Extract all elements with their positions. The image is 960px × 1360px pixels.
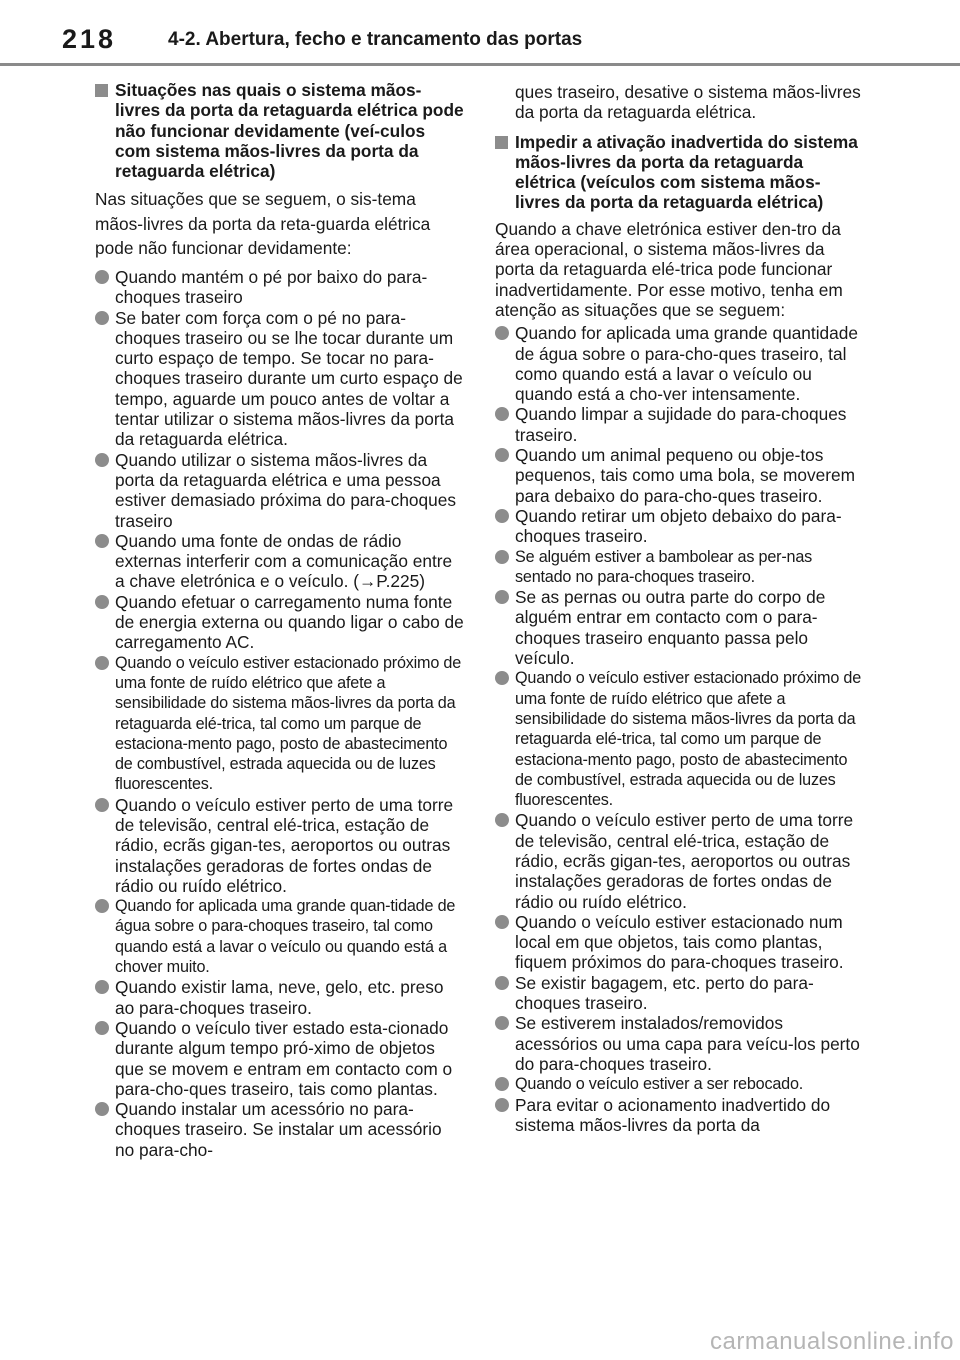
circle-bullet-icon — [495, 976, 509, 990]
circle-bullet-icon — [495, 590, 509, 604]
list-item: Quando o veículo estiver a ser rebocado. — [495, 1074, 865, 1094]
left-column — [95, 80, 465, 1160]
section-heading-left — [95, 80, 465, 181]
circle-bullet-icon — [495, 509, 509, 523]
circle-bullet-icon — [495, 1016, 509, 1030]
circle-bullet-icon — [495, 326, 509, 340]
list-item: Para evitar o acionamento inadvertido do sistema mãos-livres da porta da — [495, 1095, 865, 1136]
list-item: Quando limpar a sujidade do para-choques traseiro. — [495, 404, 865, 445]
list-item: Quando o veículo tiver estado esta-cionado durante algum tempo pró-ximo de objetos que se movem e entram em contacto com o para-cho-ques traseiro, tais como plantas. — [95, 1018, 465, 1099]
watermark: carmanualsonline.info — [710, 1328, 954, 1355]
list-item: Quando instalar um acessório no para-choques traseiro. Se instalar um acessório no para-cho- — [95, 1099, 465, 1160]
circle-bullet-icon — [495, 407, 509, 421]
circle-bullet-icon — [495, 1077, 509, 1091]
bullet-list-left — [95, 267, 465, 1160]
list-item: Quando um animal pequeno ou obje-tos pequenos, tais como uma bola, se moverem para debaixo do para-cho-ques traseiro. — [495, 445, 865, 506]
circle-bullet-icon — [95, 270, 109, 284]
circle-bullet-icon — [95, 311, 109, 325]
list-item: Quando uma fonte de ondas de rádio externas interferir com a comunicação entre a chave eletrónica e o veículo. (→P.225) — [95, 531, 465, 592]
circle-bullet-icon — [495, 448, 509, 462]
circle-bullet-icon — [95, 899, 109, 913]
list-item: Se bater com força com o pé no para-choques traseiro ou se lhe tocar durante um curto espaço de tempo. Se tocar no para-choques traseiro durante um curto espaço de tempo, aguarde um pouco antes de voltar a tentar utilizar o sistema mãos-livres da porta da retaguarda elétrica. — [95, 308, 465, 450]
section-heading-right — [495, 132, 865, 213]
continuation-text: ques traseiro, desative o sistema mãos-livres da porta da retaguarda elétrica. — [515, 82, 861, 123]
list-item: Quando o veículo estiver estacionado próximo de uma fonte de ruído elétrico que afete a sensibilidade do sistema mãos-livres da porta da retaguarda elé-trica, tal como um parque de estaciona-mento pago, posto de abastecimento de combustível, estrada aquecida ou de luzes fluorescentes. — [495, 668, 865, 810]
circle-bullet-icon — [95, 595, 109, 609]
circle-bullet-icon — [95, 534, 109, 548]
square-bullet-icon — [95, 84, 108, 97]
list-item: Quando existir lama, neve, gelo, etc. preso ao para-choques traseiro. — [95, 977, 465, 1018]
list-item: Se existir bagagem, etc. perto do para-choques traseiro. — [495, 973, 865, 1014]
circle-bullet-icon — [95, 1102, 109, 1116]
circle-bullet-icon — [95, 980, 109, 994]
page-number: 218 — [62, 24, 117, 54]
circle-bullet-icon — [495, 813, 509, 827]
list-item: Quando efetuar o carregamento numa fonte de energia externa ou quando ligar o cabo de carregamento AC. — [95, 592, 465, 653]
list-item: Quando o veículo estiver perto de uma torre de televisão, central elé-trica, estação de rádio, ecrãs gigan-tes, aeroportos ou outras instalações geradoras de fortes ondas de rádio ou ruído elétrico. — [495, 810, 865, 911]
circle-bullet-icon — [495, 915, 509, 929]
section-title: 4-2. Abertura, fecho e trancamento das portas — [168, 29, 583, 50]
list-item: Quando mantém o pé por baixo do para-choques traseiro — [95, 267, 465, 308]
list-item: Se estiverem instalados/removidos acessórios ou uma capa para veícu-los perto do para-choques traseiro. — [495, 1013, 865, 1074]
circle-bullet-icon — [495, 671, 509, 685]
heading-text: Impedir a ativação inadvertida do sistema mãos-livres da porta da retaguarda elétrica (veículos com sistema mãos-livres da porta da retaguarda elétrica) — [515, 131, 858, 213]
circle-bullet-icon — [495, 550, 509, 564]
list-item: Se alguém estiver a bambolear as per-nas sentado no para-choques traseiro. — [495, 547, 865, 588]
intro-paragraph: Nas situações que se seguem, o sis-tema mãos-livres da porta da reta-guarda elétrica pode não funcionar devidamente: — [95, 189, 431, 259]
header-rule — [0, 63, 960, 66]
bullet-list-right — [495, 323, 865, 1135]
list-item: Quando utilizar o sistema mãos-livres da porta da retaguarda elétrica e uma pessoa estiver demasiado próxima do para-choques traseiro — [95, 450, 465, 531]
list-item: Quando o veículo estiver estacionado próximo de uma fonte de ruído elétrico que afete a sensibilidade do sistema mãos-livres da porta da retaguarda elé-trica, tal como um parque de estaciona-mento pago, posto de abastecimento de combustível, estrada aquecida ou de luzes fluorescentes. — [95, 653, 465, 795]
circle-bullet-icon — [495, 1098, 509, 1112]
square-bullet-icon — [495, 136, 508, 149]
circle-bullet-icon — [95, 1021, 109, 1035]
list-item: Quando for aplicada uma grande quantidade de água sobre o para-cho-ques traseiro, tal como quando está a lavar o veículo ou quando está a cho-ver intensamente. — [495, 323, 865, 404]
list-item: Quando for aplicada uma grande quan-tidade de água sobre o para-choques traseiro, tal como quando está a lavar o veículo ou quando está a chover muito. — [95, 896, 465, 977]
list-item: Se as pernas ou outra parte do corpo de alguém entrar em contacto com o para-choques traseiro enquanto passa pelo veículo. — [495, 587, 865, 668]
intro-paragraph: Quando a chave eletrónica estiver den-tro da área operacional, o sistema mãos-livres da porta da retaguarda elé-trica pode funcionar inadvertidamente. Por esse motivo, tenha em atenção as situações que se seguem: — [495, 218, 843, 320]
circle-bullet-icon — [95, 453, 109, 467]
list-item: Quando o veículo estiver perto de uma torre de televisão, central elé-trica, estação de rádio, ecrãs gigan-tes, aeroportos ou outras instalações geradoras de fortes ondas de rádio ou ruído elétrico. — [95, 795, 465, 896]
circle-bullet-icon — [95, 798, 109, 812]
right-column — [495, 80, 865, 1135]
list-item: Quando o veículo estiver estacionado num local em que objetos, tais como plantas, fiquem próximos do para-choques traseiro. — [495, 912, 865, 973]
list-item: Quando retirar um objeto debaixo do para-choques traseiro. — [495, 506, 865, 547]
circle-bullet-icon — [95, 656, 109, 670]
page-header — [0, 0, 960, 64]
heading-text: Situações nas quais o sistema mãos-livres da porta da retaguarda elétrica pode não funcionar devidamente (veí-culos com sistema mãos-livres da porta da retaguarda elétrica) — [115, 80, 464, 182]
